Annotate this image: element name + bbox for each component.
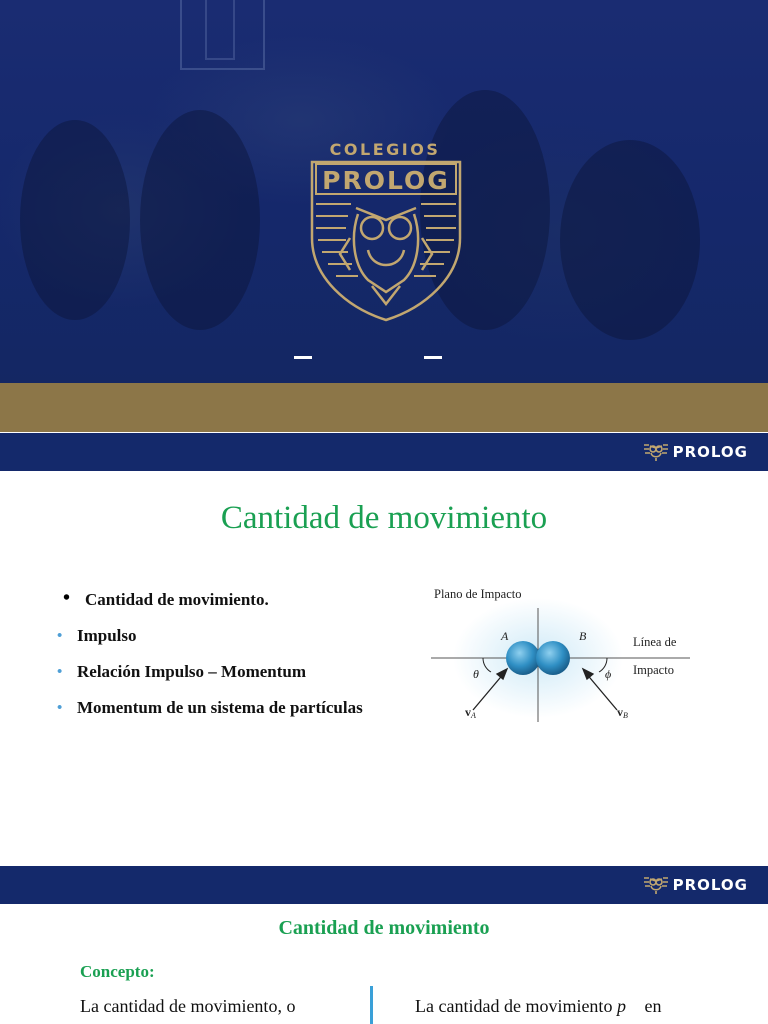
gold-band [0, 383, 768, 432]
list-item-text: Cantidad de movimiento. [85, 590, 269, 609]
vb-subscript: B [623, 711, 628, 720]
line-label-1: Línea de [633, 635, 677, 649]
concept-text-right-pre: La cantidad de movimiento [415, 996, 617, 1016]
background-figure [140, 110, 260, 330]
va-symbol: v [465, 705, 471, 719]
theta-label: θ [473, 667, 479, 681]
concept-text-right-post: en [639, 996, 662, 1016]
particle-a [506, 641, 540, 675]
slide-title: Cantidad de movimiento [278, 917, 490, 939]
label-a: A [501, 629, 509, 643]
particle-b [536, 641, 570, 675]
owl-icon [643, 875, 669, 895]
bullet-list [55, 588, 363, 732]
bullet-icon: • [57, 628, 63, 644]
impact-diagram [425, 580, 700, 730]
cover-slide [0, 0, 768, 383]
slide-header [0, 866, 768, 904]
list-item [55, 588, 363, 624]
slide-title: Cantidad de movimiento [220, 500, 548, 536]
header-logo-text: PROLOG [672, 443, 748, 461]
list-item [55, 624, 363, 660]
plane-label: Plano de Impacto [434, 587, 522, 601]
momentum-symbol: p⃗ [616, 996, 640, 1016]
phi-label: ϕ [605, 667, 612, 681]
line-label-2: Impacto [633, 663, 674, 677]
list-item [55, 696, 363, 732]
column-divider [370, 986, 373, 1024]
concept-text-right [415, 996, 661, 1017]
list-item-text: Momentum de un sistema de partículas [77, 698, 363, 717]
va-subscript: A [471, 711, 476, 720]
dash-left [294, 356, 312, 359]
velocity-a-label [465, 705, 476, 720]
header-logo-text: PROLOG [672, 876, 748, 894]
header-logo [643, 441, 748, 463]
background-door-panel [205, 0, 235, 60]
logo-colegios-text: COLEGIOS [329, 140, 441, 159]
background-figure [560, 140, 700, 340]
bullet-icon: • [57, 664, 63, 680]
header-logo [643, 874, 748, 896]
list-item-text: Impulso [77, 626, 137, 645]
velocity-b-label [617, 705, 628, 720]
bullet-icon: • [63, 587, 71, 609]
concept-heading: Concepto: [80, 962, 155, 981]
label-b: B [579, 629, 587, 643]
owl-icon [643, 442, 669, 462]
slide-header [0, 433, 768, 471]
concept-text-left: La cantidad de movimiento, o [80, 996, 296, 1016]
list-item-text: Relación Impulso – Momentum [77, 662, 307, 681]
list-item [55, 660, 363, 696]
vb-symbol: v [617, 705, 623, 719]
logo-prolog-text: PROLOG [322, 166, 450, 195]
background-figure [20, 120, 130, 320]
dash-right [424, 356, 442, 359]
bullet-icon: • [57, 700, 63, 716]
